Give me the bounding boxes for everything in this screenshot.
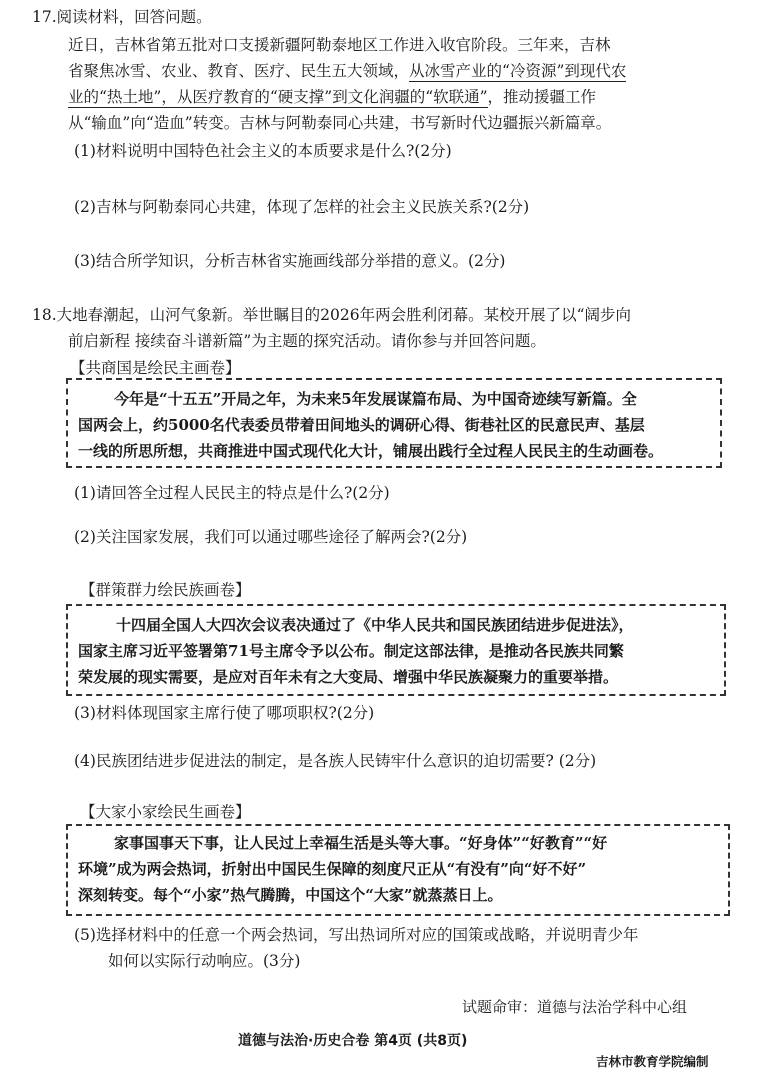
q17-underlined-text-2: 业的“热土地”，从医疗教育的“硬支撑”到文化润疆的“软联通” [68, 88, 488, 106]
q17-underlined-text: 从冰雪产业的“冷资源”到现代农 [409, 62, 627, 80]
section3-material-box [66, 824, 730, 916]
section1-box-line-1: 今年是“十五五”开局之年，为未来5年发展谋篇布局、为中国奇迹续写新篇。全 [114, 390, 637, 408]
section1-box-line-2: 国两会上，约5000名代表委员带着田间地头的调研心得、街巷社区的民意民声、基层 [78, 416, 645, 434]
section3-question-5: (5)选择材料中的任意一个两会热词，写出热词所对应的国策或战略，并说明青少年 [74, 926, 639, 944]
section2-box-line-2: 国家主席习近平签署第71号主席令予以公布。制定这部法律，是推动各民族共同繁 [78, 642, 624, 660]
section2-box-line-1: 十四届全国人大四次会议表决通过了《中华人民共和国民族团结进步促进法》， [116, 616, 634, 634]
section3-box-line-2: 环境”成为两会热词，折射出中国民生保障的刻度尺正从“有没有”向“好不好” [78, 860, 587, 878]
q17-para-line-1: 近日，吉林省第五批对口支援新疆阿勒泰地区工作进入收官阶段。三年来，吉林 [68, 36, 611, 54]
section3-title: 【大家小家绘民生画卷】 [80, 803, 251, 821]
section3-box-line-3: 深刻转变。每个“小家”热气腾腾，中国这个“大家”就蒸蒸日上。 [78, 886, 503, 904]
q17-para-text-2: ，推动援疆工作 [487, 88, 597, 106]
section2-title: 【群策群力绘民族画卷】 [80, 581, 251, 599]
q17-para-text: 省聚焦冰雪、农业、教育、医疗、民生五大领域， [68, 62, 410, 80]
q17-question-2: (2)吉林与阿勒泰同心共建，体现了怎样的社会主义民族关系?(2分) [74, 198, 530, 216]
section2-question-3: (3)材料体现国家主席行使了哪项职权?(2分) [74, 704, 375, 722]
section1-question-1: (1)请回答全过程人民民主的特点是什么?(2分) [74, 484, 390, 502]
section2-question-4: (4)民族团结进步促进法的制定，是各族人民铸牢什么意识的迫切需要? (2分) [74, 752, 597, 770]
section1-question-2: (2)关注国家发展，我们可以通过哪些途径了解两会?(2分) [74, 528, 468, 546]
section2-material-box [66, 604, 726, 696]
footer-page-number: 道德与法治·历史合卷 第4页 (共8页) [238, 1033, 468, 1049]
section3-question-5-cont: 如何以实际行动响应。(3分) [108, 952, 301, 970]
section1-box-line-3: 一线的所思所想，共商推进中国式现代化大计，铺展出践行全过程人民民主的生动画卷。 [78, 442, 664, 460]
q17-title: 17.阅读材料，回答问题。 [32, 8, 212, 26]
q17-para-line-2 [68, 60, 626, 82]
section3-box-line-1: 家事国事天下事，让人民过上幸福生活是头等大事。“好身体”“好教育”“好 [114, 834, 608, 852]
footer-authors: 试题命审：道德与法治学科中心组 [462, 998, 688, 1016]
section2-box-line-3: 荣发展的现实需要，是应对百年未有之大变局、增强中华民族凝聚力的重要举措。 [78, 668, 619, 686]
section1-material-box [66, 378, 722, 468]
q18-intro-line-1: 18.大地春潮起，山河气象新。举世瞩目的2026年两会胜利闭幕。某校开展了以“阔步向 [32, 306, 632, 324]
q17-question-3: (3)结合所学知识，分析吉林省实施画线部分举措的意义。(2分) [74, 252, 506, 270]
footer-organization: 吉林市教育学院编制 [596, 1054, 709, 1069]
section1-title: 【共商国是绘民主画卷】 [70, 359, 241, 377]
q17-question-1: (1)材料说明中国特色社会主义的本质要求是什么?(2分) [74, 142, 452, 160]
q18-intro-line-2: 前启新程 接续奋斗谱新篇”为主题的探究活动。请你参与并回答问题。 [68, 332, 546, 350]
q17-para-line-4: 从“输血”向“造血”转变。吉林与阿勒泰同心共建，书写新时代边疆振兴新篇章。 [68, 114, 612, 132]
q17-para-line-3 [68, 86, 596, 108]
